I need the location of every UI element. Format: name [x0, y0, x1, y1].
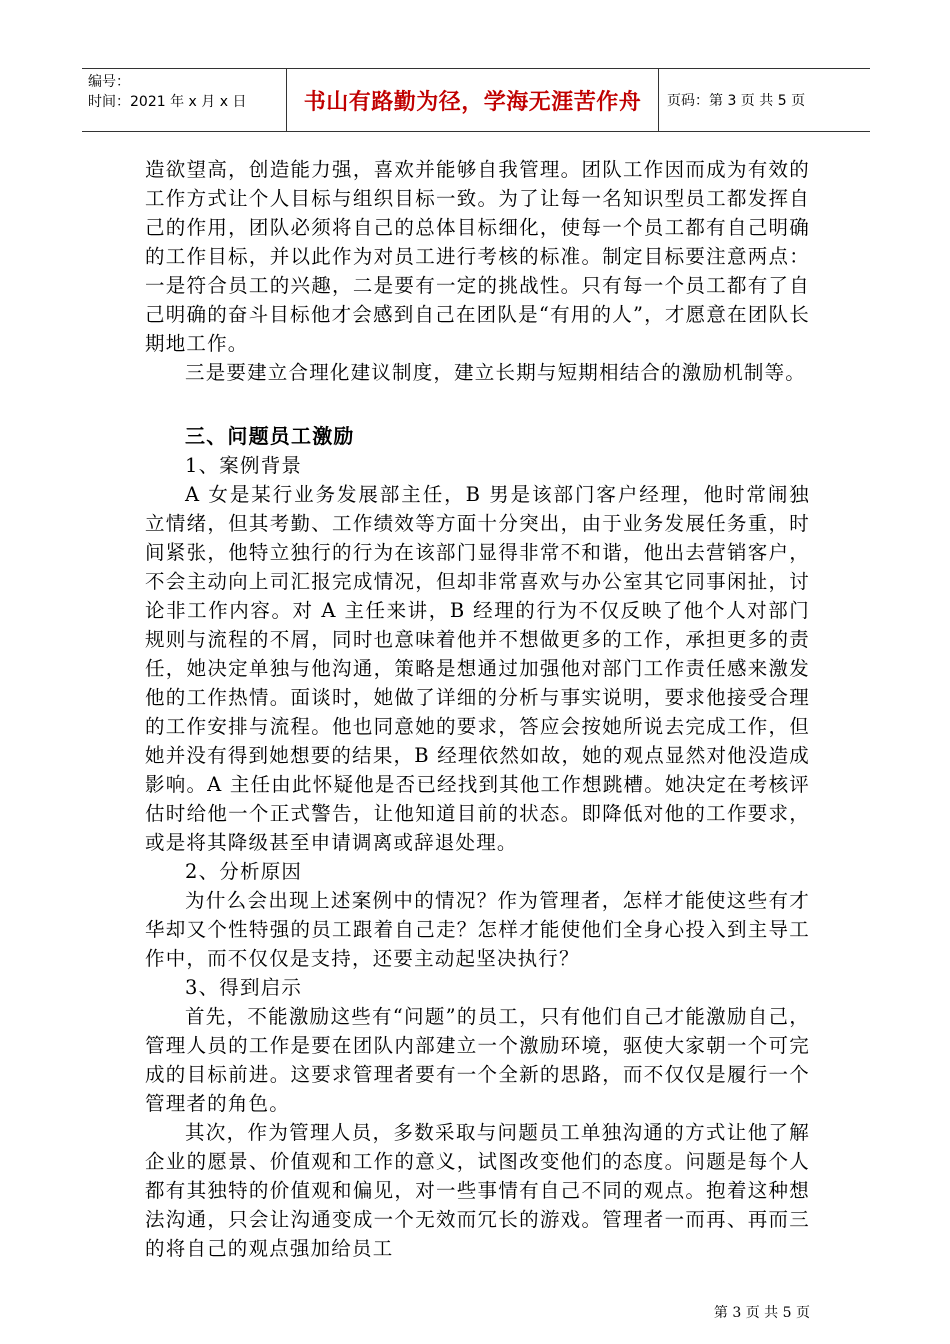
section-gap	[145, 387, 810, 421]
section-title: 三、问题员工激励	[185, 424, 355, 448]
subsection-title: 2、分析原因	[185, 860, 303, 883]
header-meta	[82, 69, 287, 131]
page-header	[82, 68, 870, 132]
header-motto: 书山有路勤为径，学海无涯苦作舟	[287, 69, 659, 131]
time-label: 时间：2021 年 x 月 x 日	[88, 94, 247, 110]
subsection-title: 3、得到启示	[185, 976, 303, 999]
paragraph: 造欲望高，创造能力强，喜欢并能够自我管理。团队工作因而成为有效的工作方式让个人目标与组织目标一致。为了让每一名知识型员工都发挥自己的作用，团队必须将自己的总体目标细化，使每一个员工都有自己明确的工作目标，并以此作为对员工进行考核的标准。制定目标要注意两点：一是符合员工的兴趣，二是要有一定的挑战性。只有每一个员工都有了自己明确的奋斗目标他才会感到自己在团队是“有用的人”，才愿意在团队长期地工作。	[145, 158, 810, 355]
header-page-info: 页码：第 3 页 共 5 页	[667, 93, 806, 109]
paragraph: A 女是某行业务发展部主任，B 男是该部门客户经理，他时常闹独立情绪，但其考勤、工作绩效等方面十分突出，由于业务发展任务重，时间紧张，他特立独行的行为在该部门显得非常不和谐，他出去营销客户，不会主动向上司汇报完成情况，但却非常喜欢与办公室其它同事闲扯，讨论非工作内容。对 A 主任来讲，B 经理的行为不仅反映了他个人对部门规则与流程的不屑，同时也意味着他并不想做更多的工作，承担更多的责任，她决定单独与他沟通，策略是想通过加强他对部门工作责任感来激发他的工作热情。面谈时，她做了详细的分析与事实说明，要求他接受合理的工作安排与流程。他也同意她的要求，答应会按她所说去完成工作，但她并没有得到她想要的结果，B 经理依然如故，她的观点显然对他没造成影响。A 主任由此怀疑他是否已经找到其他工作想跳槽。她决定在考核评估时给他一个正式警告，让他知道目前的状态。即降低对他的工作要求，或是将其降级甚至申请调离或辞退处理。	[145, 483, 810, 854]
paragraph: 三是要建立合理化建议制度，建立长期与短期相结合的激励机制等。	[185, 361, 807, 384]
paragraph: 首先，不能激励这些有“问题”的员工，只有他们自己才能激励自己，管理人员的工作是要在团队内部建立一个激励环境，驱使大家朝一个可完成的目标前进。这要求管理者要有一个全新的思路，而不仅仅是履行一个管理者的角色。	[145, 1005, 810, 1115]
subsection-title: 1、案例背景	[185, 454, 303, 477]
paragraph: 为什么会出现上述案例中的情况？作为管理者，怎样才能使这些有才华却又个性特强的员工跟着自己走？怎样才能使他们全身心投入到主导工作中，而不仅仅是支持，还要主动起坚决执行？	[145, 889, 810, 970]
paragraph: 其次，作为管理人员，多数采取与问题员工单独沟通的方式让他了解企业的愿景、价值观和工作的意义，试图改变他们的态度。问题是每个人都有其独特的价值观和偏见，对一些事情有自己不同的观点。抱着这种想法沟通，只会让沟通变成一个无效而冗长的游戏。管理者一而再、再而三的将自己的观点强加给员工	[145, 1121, 810, 1260]
document-body	[145, 155, 810, 1263]
page-footer: 第 3 页 共 5 页	[713, 1305, 810, 1321]
number-label: 编号：	[88, 74, 130, 90]
